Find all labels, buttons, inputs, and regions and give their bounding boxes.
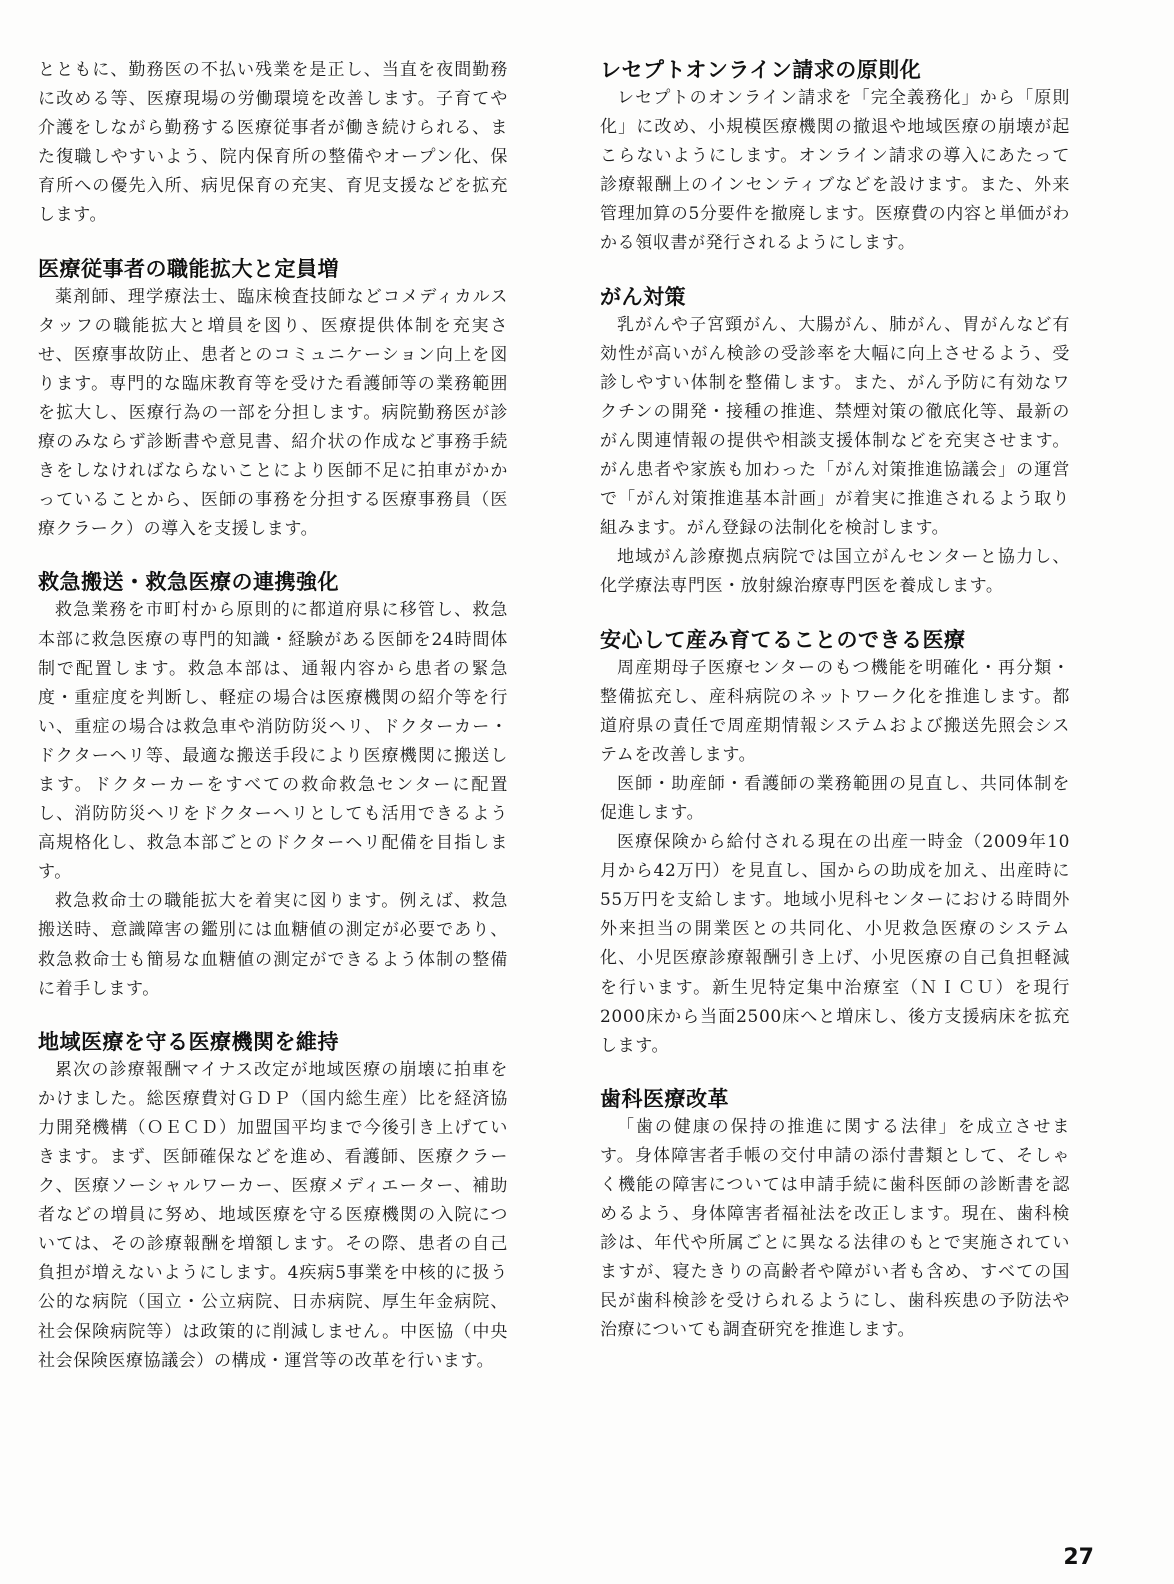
right-column [600,56,1070,1346]
section-childbirth [600,626,1070,1061]
section-paragraph: 「歯の健康の保持の推進に関する法律」を成立させます。身体障害者手帳の交付申請の添付書類として、そしゃく機能の障害については申請手続に歯科医師の診断書を認めるよう、身体障害者福祉法を改正します。現在、歯科検診は、年代や所属ごとに異なる法律のもとで実施されていますが、寝たきりの高齢者や障がい者も含め、すべての国民が歯科検診を受けられるようにし、歯科疾患の予防法や治療についても調査研究を推進します。 [600,1116,1070,1341]
section-title: 救急搬送・救急医療の連携強化 [38,570,339,595]
section-paragraph: 医師・助産師・看護師の業務範囲の見直し、共同体制を促進します。 [600,773,1070,823]
section-title: 安心して産み育てることのできる医療 [600,627,966,652]
left-column [38,56,508,1376]
section-paragraph: 救急救命士の職能拡大を着実に図ります。例えば、救急搬送時、意識障害の鑑別には血糖値の測定が必要であり、救急救命士も簡易な血糖値の測定ができるよう体制の整備に着手します。 [38,891,508,999]
section-paragraph: 薬剤師、理学療法士、臨床検査技師などコメディカルスタッフの職能拡大と増員を図り、医療提供体制を充実させ、医療事故防止、患者とのコミュニケーション向上を図ります。専門的な臨床教育等を受けた看護師等の業務範囲を拡大し、医療行為の一部を分担します。病院勤務医が診療のみならず診断書や意見書、紹介状の作成など事務手続きをしなければならないことにより医師不足に拍車がかかっていることから、医師の事務を分担する医療事務員（医療クラーク）の導入を支援します。 [38,286,508,540]
section-title: 歯科医療改革 [600,1086,729,1111]
section-title: 地域医療を守る医療機関を維持 [38,1029,339,1054]
section-dental [600,1085,1070,1346]
section-paragraph: レセプトのオンライン請求を「完全義務化」から「原則化」に改め、小規模医療機関の撤退や地域医療の崩壊が起こらないようにします。オンライン請求の導入にあたって診療報酬上のインセンティブなどを設けます。また、外来管理加算の5分要件を撤廃します。医療費の内容と単価がわかる領収書が発行されるようにします。 [600,88,1070,254]
section-emergency [38,568,508,1003]
section-paragraph: 医療保険から給付される現在の出産一時金（2009年10月から42万円）を見直し、国からの助成を加え、出産時に55万円を支給します。地域小児科センターにおける時間外外来担当の開業医との共同化、小児救急医療のシステム化、小児医療診療報酬引き上げ、小児医療の自己負担軽減を行います。新生児特定集中治療室（ＮＩＣＵ）を現行2000床から当面2500床へと増床し、後方支援病床を拡充します。 [600,832,1070,1056]
section-cancer [600,283,1070,602]
section-paragraph: 周産期母子医療センターのもつ機能を明確化・再分類・整備拡充し、産科病院のネットワーク化を推進します。都道府県の責任で周産期情報システムおよび搬送先照会システムを改善します。 [600,657,1070,765]
section-paragraph: 地域がん診療拠点病院では国立がんセンターと協力し、化学療法専門医・放射線治療専門医を養成します。 [600,547,1070,597]
section-medical-staff [38,255,508,545]
section-title: がん対策 [600,284,686,309]
intro-paragraph: とともに、勤務医の不払い残業を是正し、当直を夜間勤務に改める等、医療現場の労働環境を改善します。子育てや介護をしながら勤務する医療従事者が働き続けられる、また復職しやすいよう、院内保育所の整備やオープン化、保育所への優先入所、病児保育の充実、育児支援などを拡充します。 [38,60,508,226]
section-paragraph: 累次の診療報酬マイナス改定が地域医療の崩壊に拍車をかけました。総医療費対ＧＤＰ（国内総生産）比を経済協力開発機構（ＯＥＣＤ）加盟国平均まで今後引き上げていきます。まず、医師確保などを進め、看護師、医療クラーク、医療ソーシャルワーカー、医療メディエーター、補助者などの増員に努め、地域医療を守る医療機関の入院については、その診療報酬を増額します。その際、患者の自己負担が増えないようにします。4疾病5事業を中核的に扱う公的な病院（国立・公立病院、日赤病院、厚生年金病院、社会保険病院等）は政策的に削減しません。中医協（中央社会保険医療協議会）の構成・運営等の改革を行います。 [38,1059,508,1371]
section-receipt-online [600,56,1070,259]
page-number: 27 [1063,1545,1094,1570]
intro-section [38,56,508,231]
section-title: レセプトオンライン請求の原則化 [600,58,922,82]
section-regional-medicine [38,1028,508,1376]
section-title: 医療従事者の職能拡大と定員増 [38,256,339,281]
section-paragraph: 救急業務を市町村から原則的に都道府県に移管し、救急本部に救急医療の専門的知識・経験がある医師を24時間体制で配置します。救急本部は、通報内容から患者の緊急度・重症度を判断し、軽症の場合は医療機関の紹介等を行い、重症の場合は救急車や消防防災ヘリ、ドクターカー・ドクターヘリ等、最適な搬送手段により医療機関に搬送します。ドクターカーをすべての救命救急センターに配置し、消防防災ヘリをドクターヘリとしても活用できるよう高規格化し、救急本部ごとのドクターヘリ配備を目指します。 [38,600,508,883]
section-paragraph: 乳がんや子宮頸がん、大腸がん、肺がん、胃がんなど有効性が高いがん検診の受診率を大幅に向上させるよう、受診しやすい体制を整備します。また、がん予防に有効なワクチンの開発・接種の推進、禁煙対策の徹底化等、最新のがん関連情報の提供や相談支援体制などを充実させます。がん患者や家族も加わった「がん対策推進協議会」の運営で「がん対策推進基本計画」が着実に推進されるよう取り組みます。がん登録の法制化を検討します。 [600,314,1070,539]
